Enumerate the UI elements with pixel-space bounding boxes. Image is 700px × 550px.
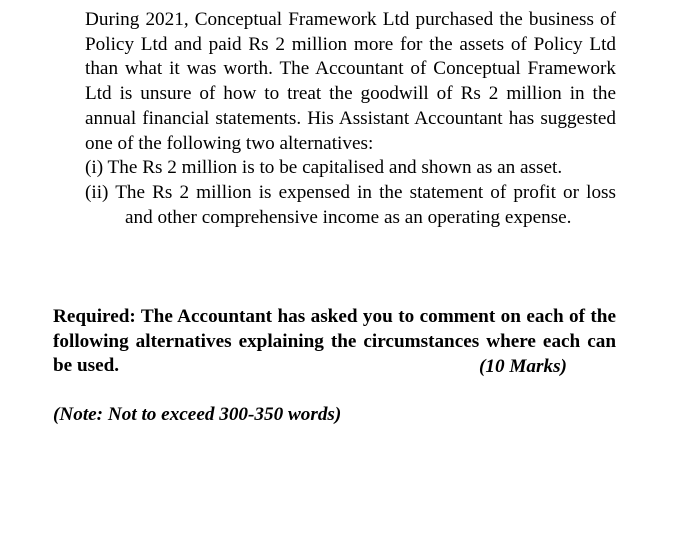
alternative-1: (i) The Rs 2 million is to be capitalised and shown as an asset.	[85, 157, 563, 179]
required-section	[53, 305, 616, 379]
alternative-2: (ii) The Rs 2 million is expensed in the statement of profit or loss and other comprehensive income as an operating expense.	[85, 181, 616, 228]
marks-label: (10 Marks)	[479, 356, 567, 377]
question-body	[85, 8, 616, 230]
required-text: Required: The Accountant has asked you to comment on each of the following alternatives explaining the circumstances where each can be used.	[53, 306, 616, 377]
word-limit-note: (Note: Not to exceed 300-350 words)	[53, 404, 342, 425]
question-paragraph: During 2021, Conceptual Framework Ltd purchased the business of Policy Ltd and paid Rs 2 million more for the assets of Policy Ltd than what it was worth. The Accountant of Conceptual Framework Ltd is unsure of how to treat the goodwill of Rs 2 million in the annual financial statements. His Assistant Accountant has suggested one of the following two alternatives:	[85, 9, 616, 154]
